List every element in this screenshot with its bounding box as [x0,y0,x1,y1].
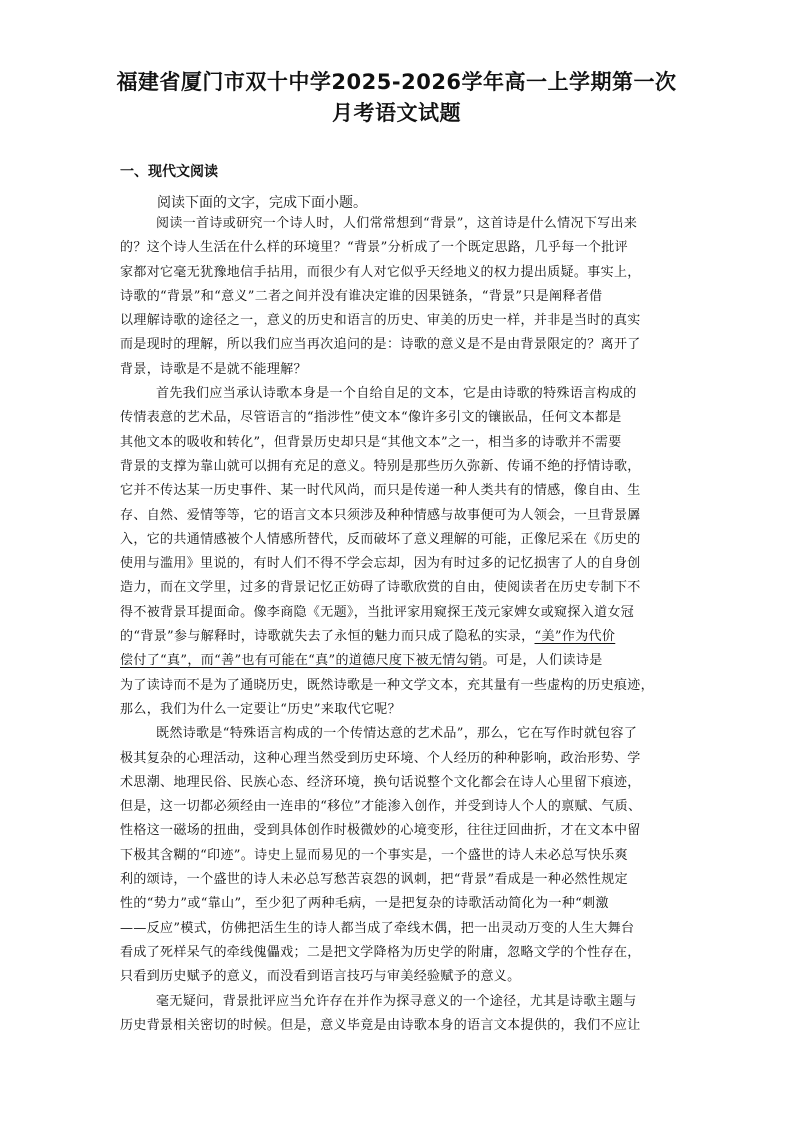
passage-text: 的“背景”参与解释时，诗歌就失去了永恒的魅力而只成了隐私的实录， [120,629,535,645]
passage-line: 阅读一首诗或研究一个诗人时，人们常常想到“背景”，这首诗是什么情况下写出来 [156,216,638,231]
section-heading: 一、现代文阅读 [120,164,218,180]
passage-line: 看成了死样呆气的牵线傀儡戏；二是把文学降格为历史学的附庸，忽略文学的个性存在， [120,944,641,960]
passage-text: 。可是，人们读诗是 [482,653,603,669]
document-title-line-2: 月考语文试题 [332,101,461,125]
underlined-phrase: “美”作为代价 [534,629,616,645]
passage-line: 历史背景相关密切的时候。但是，意义毕竟是由诗歌本身的语言文本提供的，我们不应让 [120,1017,641,1033]
passage-line: 入，它的共通情感被个人情感所替代，反而破坏了意义理解的可能，正像尼采在《历史的 [120,531,641,547]
passage-line: 而是现时的理解，所以我们应当再次追问的是：诗歌的意义是不是由背景限定的？离开了 [120,337,641,353]
passage-line: 术思潮、地理民俗、民族心态、经济环境，换句话说整个文化都会在诗人心里留下痕迹， [120,774,641,790]
passage-line: 首先我们应当承认诗歌本身是一个自给自足的文本，它是由诗歌的特殊语言构成的 [156,386,637,402]
passage-line: 造力，而在文学里，过多的背景记忆正妨碍了诗歌欣赏的自由，使阅读者在历史专制下不 [120,580,641,596]
passage-line: 传情表意的艺术品，尽管语言的“指涉性”使文本“像许多引文的镶嵌品，任何文本都是 [120,410,622,426]
passage-line: 为了读诗而不是为了通晓历史，既然诗歌是一种文学文本，充其量有一些虚构的历史痕迹， [120,677,655,693]
passage-line: 背景，诗歌是不是就不能理解？ [120,361,307,377]
passage-line: 极其复杂的心理活动，这种心理当然受到历史环境、个人经历的种种影响，政治形势、学 [120,750,641,766]
passage-line: 使用与滥用》里说的，有时人们不得不学会忘却，因为有时过多的记忆损害了人的自身创 [120,556,641,572]
passage-line: 但是，这一切都必须经由一连串的“移位”才能渗入创作，并受到诗人个人的禀赋、气质、 [120,799,642,815]
passage-line: 其他文本的吸收和转化”，但背景历史却只是“其他文本”之一，相当多的诗歌并不需要 [120,434,622,450]
passage-line: 只看到历史赋予的意义，而没看到语言技巧与审美经验赋予的意义。 [120,969,521,985]
passage-line: 的？这个诗人生活在什么样的环境里？“背景”分析成了一个既定思路，几乎每一个批评 [120,240,628,256]
passage-body [120,212,675,1038]
passage-line: 性格这一磁场的扭曲，受到具体创作时极微妙的心境变形，往往迂回曲折，才在文本中留 [120,823,641,839]
passage-line [120,625,675,649]
passage-line: 背景的支撑为靠山就可以拥有充足的意义。特别是那些历久弥新、传诵不绝的抒情诗歌， [120,458,641,474]
passage-line: 得不被背景耳提面命。像李商隐《无题》，当批评家用窥探王茂元家婢女或窥探入道女冠 [120,604,635,620]
passage-line: ——反应”模式，仿佛把活生生的诗人都当成了牵线木偶，把一出灵动万变的人生大舞台 [120,920,635,936]
passage-line: 那么，我们为什么一定要让“历史”来取代它呢？ [120,701,401,717]
passage-line [120,649,675,673]
reading-instruction: 阅读下面的文字，完成下面小题。 [157,195,367,211]
passage-line: 诗歌的“背景”和“意义”二者之间并没有谁决定谁的因果链条，“背景”只是阐释者借 [120,288,603,304]
passage-line: 它并不传达某一历史事件、某一时代风尚，而只是传递一种人类共有的情感，像自由、生 [120,483,641,499]
passage-line: 下极其含糊的“印迹”。诗史上显而易见的一个事实是，一个盛世的诗人未必总写快乐爽 [120,847,628,863]
passage-line: 性的“势力”或“靠山”，至少犯了两种毛病，一是把复杂的诗歌活动简化为一种“刺激 [120,896,609,912]
passage-line: 毫无疑问，背景批评应当允许存在并作为探寻意义的一个途径，尤其是诗歌主题与 [156,993,637,1009]
passage-line: 以理解诗歌的途径之一，意义的历史和语言的历史、审美的历史一样，并非是当时的真实 [120,313,641,329]
passage-line: 既然诗歌是“特殊语言构成的一个传情达意的艺术品”，那么，它在写作时就包容了 [156,726,638,742]
passage-line: 存、自然、爱情等等，它的语言文本只须涉及种种情感与故事便可为人领会，一旦背景羼 [120,507,641,523]
document-title-line-1: 福建省厦门市双十中学2025-2026学年高一上学期第一次 [116,70,677,94]
passage-line: 利的颂诗，一个盛世的诗人未必总写愁苦哀怨的讽刺，把“背景”看成是一种必然性规定 [120,872,628,888]
underlined-sentence: 偿付了“真”，而“善”也有可能在“真”的道德尺度下被无情勾销 [120,653,483,669]
passage-line: 家都对它毫无犹豫地信手拈用，而很少有人对它似乎天经地义的权力提出质疑。事实上， [120,264,641,280]
